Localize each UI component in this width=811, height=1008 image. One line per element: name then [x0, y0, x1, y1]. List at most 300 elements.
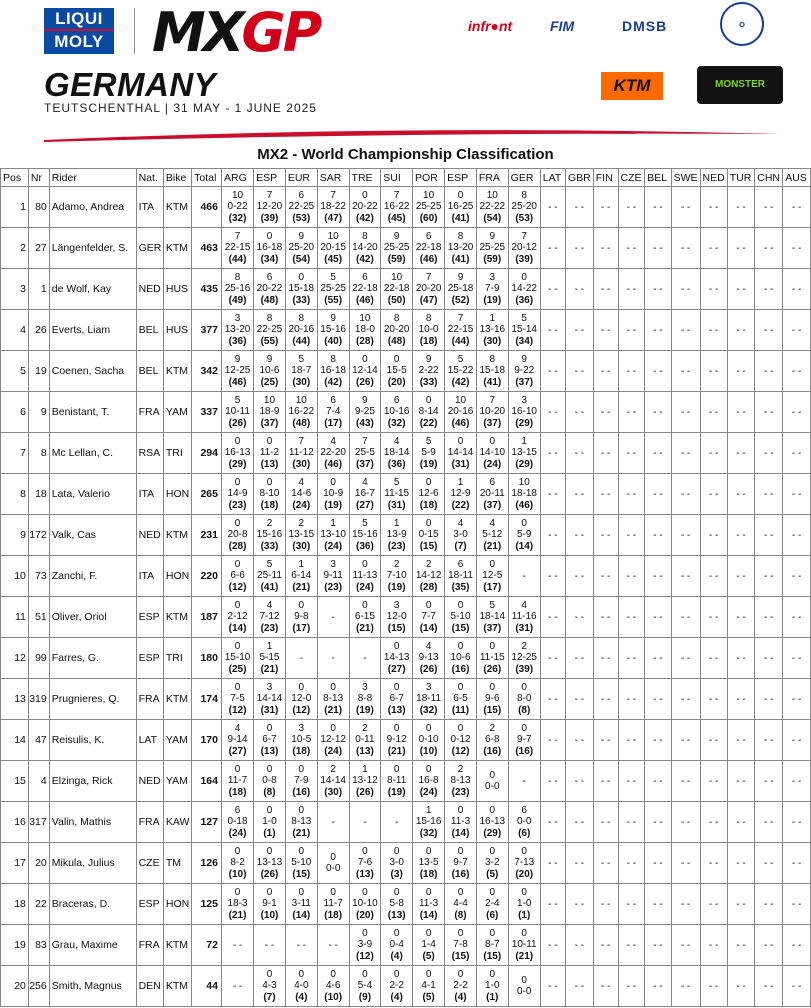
gp-total: (16): [451, 663, 470, 675]
cell-pos: 2: [1, 228, 29, 269]
cell-gp-result: [508, 351, 540, 392]
cell-gp-result: [413, 884, 445, 925]
gp-bonus: 4: [266, 599, 273, 611]
header-divider: [134, 8, 135, 54]
cell-gp-result: [254, 556, 286, 597]
gp-race-points: 22-20: [320, 447, 346, 459]
gp-race-points: 7-6: [357, 857, 373, 869]
cell-gp-result: [254, 761, 286, 802]
cell-gp-result: [381, 351, 413, 392]
gp-total: (18): [324, 909, 343, 921]
gp-bonus: 4: [234, 722, 241, 734]
gp-race-points: 18-18: [511, 488, 537, 500]
gp-total: (23): [260, 622, 279, 634]
gp-total: (7): [454, 540, 467, 552]
cell-gp-result: [445, 966, 477, 1007]
gp-race-points: 10-11: [511, 939, 537, 951]
gp-bonus: 10: [518, 476, 530, 488]
cell-gp-result: [381, 761, 413, 802]
gp-bonus: 3: [330, 558, 336, 570]
cell-future-gp: - -: [727, 966, 755, 1007]
gp-bonus: 7: [489, 394, 496, 406]
gp-race-points: 18-7: [291, 365, 312, 377]
cell-rider: Zanchi, F.: [49, 556, 136, 597]
gp-bonus: 10: [295, 394, 307, 406]
cell-total: 170: [192, 720, 222, 761]
cell-gp-result: [445, 310, 477, 351]
gp-race-points: 2-2: [389, 980, 404, 992]
gp-total: (33): [292, 294, 311, 306]
gp-race-points: 3-11: [291, 898, 311, 910]
gp-bonus: 9: [266, 353, 273, 365]
cell-future-gp: - -: [593, 802, 618, 843]
gp-race-points: 16-22: [383, 201, 410, 213]
gp-bonus: 0: [425, 968, 432, 980]
gp-bonus: 8: [489, 353, 496, 365]
gp-total: (29): [483, 827, 502, 839]
gp-race-points: 0-22: [227, 201, 248, 213]
gp-race-points: 25-20: [288, 242, 315, 254]
cell-bike: KTM: [163, 515, 191, 556]
gp-bonus: 10: [231, 189, 244, 201]
gp-bonus: 5: [234, 394, 241, 406]
gp-race-points: 12-5: [482, 570, 503, 582]
cell-future-gp: - -: [727, 228, 755, 269]
gp-bonus: 0: [234, 763, 241, 775]
gp-total: (32): [419, 704, 438, 716]
gp-bonus: 5: [266, 558, 273, 570]
gp-race-points: 11-15: [479, 652, 505, 664]
cell-nat: DEN: [136, 966, 163, 1007]
gp-race-points: 3-0: [453, 529, 468, 541]
column-header: CZE: [618, 169, 645, 187]
gp-total: (41): [451, 212, 470, 224]
gp-bonus: 0: [425, 394, 432, 406]
gp-race-points: 10-5: [291, 734, 312, 746]
cell-future-gp: - -: [566, 884, 594, 925]
cell-rider: Valin, Mathis: [49, 802, 136, 843]
cell-future-gp: - -: [671, 884, 700, 925]
cell-future-gp: - -: [566, 679, 594, 720]
cell-gp-result: [445, 433, 477, 474]
cell-bike: KAW: [163, 802, 191, 843]
cell-nat: CZE: [136, 843, 163, 884]
gp-race-points: 20-22: [352, 201, 378, 213]
cell-rider: Lata, Valerio: [49, 474, 136, 515]
cell-future-gp: - -: [645, 720, 671, 761]
gp-bonus: 10: [423, 189, 435, 201]
gp-total: (55): [260, 335, 279, 347]
gp-race-points: 8-8: [357, 693, 373, 705]
gp-bonus: 0: [393, 640, 400, 652]
cell-gp-result: [381, 720, 413, 761]
column-header: EUR: [285, 169, 317, 187]
gp-bonus: 0: [489, 845, 496, 857]
cell-future-gp: - -: [566, 638, 594, 679]
gp-total: (41): [451, 253, 470, 265]
cell-gp-result: [285, 679, 317, 720]
gp-total: (46): [419, 253, 438, 265]
gp-race-points: 14-9: [227, 488, 248, 500]
gp-bonus: 1: [489, 312, 496, 324]
gp-total: (21): [356, 622, 374, 634]
column-header: TUR: [727, 169, 755, 187]
cell-gp-result: [508, 433, 540, 474]
cell-pos: 1: [1, 187, 29, 228]
gp-total: (20): [356, 909, 374, 921]
cell-future-gp: - -: [755, 884, 783, 925]
cell-bike: YAM: [163, 392, 191, 433]
gp-total: (31): [387, 499, 406, 511]
cell-future-gp: - -: [783, 187, 811, 228]
cell-gp-result: [381, 884, 413, 925]
cell-future-gp: - -: [727, 597, 755, 638]
gp-total: (55): [324, 294, 343, 306]
gp-total: (35): [451, 581, 470, 593]
cell-future-gp: - -: [727, 884, 755, 925]
gp-total: (34): [260, 253, 279, 265]
cell-future-gp: - -: [671, 228, 700, 269]
cell-bike: YAM: [163, 761, 191, 802]
gp-total: (30): [292, 376, 311, 388]
gp-total: (44): [292, 335, 311, 347]
cell-gp-result: [349, 515, 381, 556]
gp-bonus: 2: [298, 517, 305, 529]
cell-gp-result: [349, 884, 381, 925]
cell-future-gp: - -: [755, 515, 783, 556]
cell-gp-result: [317, 474, 349, 515]
gp-total: (60): [419, 212, 438, 224]
cell-gp-result: [254, 392, 286, 433]
gp-race-points: 0-0: [325, 863, 341, 874]
cell-gp-result: [221, 761, 253, 802]
cell-rider: Mc Lellan, C.: [49, 433, 136, 474]
cell-nat: ESP: [136, 597, 163, 638]
cell-gp-result: [445, 228, 477, 269]
gp-total: (39): [515, 663, 534, 675]
table-row: [1, 556, 811, 597]
gp-race-points: 4-1: [421, 980, 436, 992]
cell-future-gp: - -: [618, 679, 645, 720]
cell-future-gp: - -: [566, 351, 594, 392]
cell-future-gp: - -: [593, 597, 618, 638]
cell-gp-result: [221, 720, 253, 761]
gp-total: (36): [356, 540, 374, 552]
gp-race-points: 9-8: [294, 611, 309, 623]
gp-total: (39): [515, 253, 534, 265]
gp-race-points: 8-7: [485, 939, 500, 951]
logo-text-bottom: MOLY: [44, 29, 114, 52]
cell-future-gp: - -: [618, 515, 645, 556]
cell-gp-result: [445, 802, 477, 843]
cell-nr: 22: [28, 884, 49, 925]
table-row: [1, 720, 811, 761]
cell-gp-result: [349, 556, 381, 597]
gp-bonus: 0: [489, 968, 496, 980]
cell-future-gp: - -: [566, 228, 594, 269]
gp-race-points: 7-9: [485, 283, 500, 295]
cell-gp-result: [476, 679, 508, 720]
gp-bonus: 0: [330, 851, 336, 863]
gp-bonus: 0: [457, 599, 464, 611]
gp-total: (43): [356, 417, 374, 429]
gp-total: (8): [518, 704, 531, 716]
cell-future-gp: - -: [700, 884, 727, 925]
cell-gp-result: [476, 597, 508, 638]
cell-future-gp: - -: [540, 966, 565, 1007]
cell-future-gp: - -: [566, 597, 594, 638]
cell-future-gp: - -: [671, 433, 700, 474]
cell-gp-result: [285, 433, 317, 474]
gp-race-points: 20-12: [511, 242, 537, 254]
cell-gp-empty: -: [317, 638, 349, 679]
cell-gp-result: [445, 884, 477, 925]
gp-bonus: 0: [521, 681, 527, 693]
gp-bonus: 4: [489, 517, 496, 529]
cell-gp-result: [381, 843, 413, 884]
gp-total: (41): [483, 376, 502, 388]
cell-future-gp: - -: [671, 556, 700, 597]
cell-future-gp: - -: [566, 802, 594, 843]
gp-race-points: 25-25: [383, 242, 410, 254]
gp-bonus: 0: [457, 435, 464, 447]
gp-total: (15): [419, 540, 438, 552]
gp-bonus: 0: [362, 353, 368, 365]
cell-nat: BEL: [136, 310, 163, 351]
cell-future-gp: - -: [671, 638, 700, 679]
cell-total: 127: [192, 802, 222, 843]
cell-nr: 18: [28, 474, 49, 515]
cell-pos: 16: [1, 802, 29, 843]
cell-gp-result: [221, 884, 253, 925]
cell-gp-empty: - -: [221, 925, 253, 966]
cell-future-gp: - -: [593, 474, 618, 515]
gp-total: (48): [292, 417, 311, 429]
gp-bonus: 0: [266, 886, 273, 898]
cell-nat: ITA: [136, 556, 163, 597]
cell-future-gp: - -: [700, 392, 727, 433]
gp-race-points: 3-9: [357, 939, 373, 951]
cell-pos: 15: [1, 761, 29, 802]
cell-future-gp: - -: [755, 187, 783, 228]
column-header: GBR: [566, 169, 594, 187]
cell-gp-result: [285, 761, 317, 802]
cell-future-gp: - -: [593, 638, 618, 679]
cell-nr: 319: [28, 679, 49, 720]
cell-bike: HON: [163, 556, 191, 597]
cell-gp-result: [476, 228, 508, 269]
gp-total: (10): [419, 745, 438, 757]
gp-total: (13): [387, 704, 406, 716]
cell-gp-result: [476, 187, 508, 228]
gp-total: (31): [451, 458, 470, 470]
cell-future-gp: - -: [593, 761, 618, 802]
gp-bonus: 0: [425, 476, 432, 488]
gp-race-points: 2-22: [418, 365, 439, 377]
gp-total: (12): [228, 704, 247, 716]
column-header: Total: [192, 169, 222, 187]
gp-race-points: 11-7: [227, 775, 248, 787]
cell-future-gp: - -: [566, 310, 594, 351]
cell-gp-result: [317, 433, 349, 474]
gp-total: (15): [292, 868, 311, 880]
cell-gp-result: [476, 269, 508, 310]
gp-total: (5): [486, 868, 499, 880]
cell-future-gp: - -: [540, 474, 565, 515]
cell-gp-result: [317, 966, 349, 1007]
cell-future-gp: - -: [645, 802, 671, 843]
gp-bonus: 0: [457, 845, 464, 857]
gp-total: (10): [260, 909, 279, 921]
gp-total: (30): [292, 540, 311, 552]
cell-future-gp: - -: [671, 802, 700, 843]
gp-total: (4): [295, 991, 308, 1003]
gp-race-points: 5-9: [516, 529, 532, 541]
cell-future-gp: - -: [645, 228, 671, 269]
cell-gp-result: [445, 679, 477, 720]
cell-gp-empty: -: [508, 556, 540, 597]
cell-future-gp: - -: [755, 638, 783, 679]
mxgp-logo-gp: GP: [241, 1, 320, 64]
cell-future-gp: - -: [755, 310, 783, 351]
cell-nat: NED: [136, 269, 163, 310]
gp-bonus: 10: [263, 394, 276, 406]
cell-pos: 14: [1, 720, 29, 761]
gp-race-points: 0-8: [262, 775, 277, 787]
column-header: BEL: [645, 169, 671, 187]
gp-total: (36): [228, 335, 247, 347]
cell-future-gp: - -: [593, 269, 618, 310]
gp-total: (14): [451, 827, 470, 839]
gp-race-points: 9-11: [323, 570, 343, 582]
cell-gp-result: [508, 310, 540, 351]
cell-future-gp: - -: [755, 392, 783, 433]
cell-gp-result: [476, 351, 508, 392]
gp-bonus: 0: [489, 435, 496, 447]
gp-bonus: 0: [362, 599, 368, 611]
cell-total: 72: [192, 925, 222, 966]
gp-race-points: 1-0: [516, 898, 532, 910]
cell-future-gp: - -: [700, 597, 727, 638]
gp-total: (26): [419, 663, 438, 675]
gp-total: (18): [419, 499, 438, 511]
column-header: Pos: [1, 169, 29, 187]
gp-race-points: 9-22: [514, 365, 535, 377]
cell-bike: HUS: [163, 269, 191, 310]
gp-bonus: 0: [457, 804, 464, 816]
cell-future-gp: - -: [593, 310, 618, 351]
gp-total: (22): [451, 499, 470, 511]
gp-race-points: 11-3: [450, 816, 471, 828]
gp-race-points: 8-13: [291, 816, 312, 828]
cell-bike: TRI: [163, 638, 191, 679]
gp-total: (42): [451, 376, 470, 388]
cell-future-gp: - -: [645, 187, 671, 228]
gp-total: (27): [387, 663, 406, 675]
gp-bonus: 0: [298, 763, 305, 775]
cell-gp-result: [254, 515, 286, 556]
cell-gp-result: [221, 228, 253, 269]
cell-rider: Everts, Liam: [49, 310, 136, 351]
gp-bonus: 3: [521, 394, 527, 406]
gp-total: (13): [356, 745, 374, 757]
gp-race-points: 10-6: [259, 365, 280, 377]
gp-race-points: 0-12: [450, 734, 471, 746]
gp-total: (21): [292, 827, 311, 839]
gp-total: (19): [387, 786, 406, 798]
gp-race-points: 22-18: [415, 242, 442, 254]
gp-bonus: 6: [425, 230, 432, 242]
cell-future-gp: - -: [645, 474, 671, 515]
cell-nr: 73: [28, 556, 49, 597]
cell-gp-result: [413, 679, 445, 720]
cell-future-gp: - -: [783, 597, 811, 638]
cell-gp-result: [445, 843, 477, 884]
cell-gp-result: [349, 761, 381, 802]
table-row: [1, 187, 811, 228]
cell-gp-result: [349, 679, 381, 720]
cell-gp-empty: -: [349, 638, 381, 679]
cell-future-gp: - -: [566, 925, 594, 966]
cell-gp-result: [221, 638, 253, 679]
gp-bonus: 0: [330, 476, 336, 488]
cell-future-gp: - -: [755, 474, 783, 515]
gp-race-points: 20-16: [447, 406, 474, 418]
gp-total: (46): [515, 499, 534, 511]
cell-nat: BEL: [136, 351, 163, 392]
cell-future-gp: - -: [700, 966, 727, 1007]
gp-bonus: 0: [425, 927, 432, 939]
cell-gp-result: [413, 228, 445, 269]
gp-race-points: 11-16: [511, 611, 537, 623]
cell-gp-result: [508, 187, 540, 228]
cell-future-gp: - -: [540, 597, 565, 638]
column-header: ARG: [221, 169, 253, 187]
cell-future-gp: - -: [700, 433, 727, 474]
cell-gp-result: [285, 515, 317, 556]
gp-bonus: 0: [266, 435, 273, 447]
cell-pos: 20: [1, 966, 29, 1007]
gp-race-points: 0-10: [418, 734, 439, 746]
cell-future-gp: - -: [755, 351, 783, 392]
gp-race-points: 25-11: [257, 570, 282, 582]
cell-future-gp: - -: [727, 433, 755, 474]
gp-bonus: 0: [330, 886, 336, 898]
cell-nat: ESP: [136, 884, 163, 925]
gp-bonus: 0: [489, 769, 496, 781]
cell-future-gp: - -: [566, 843, 594, 884]
cell-gp-empty: - -: [285, 925, 317, 966]
gp-total: (39): [260, 212, 279, 224]
gp-race-points: 9-14: [227, 734, 248, 746]
gp-race-points: 16-18: [320, 365, 346, 377]
gp-bonus: 8: [457, 230, 464, 242]
cell-total: 174: [192, 679, 222, 720]
cell-gp-result: [476, 884, 508, 925]
cell-total: 44: [192, 966, 222, 1007]
gp-total: (6): [518, 827, 531, 839]
table-row: [1, 802, 811, 843]
cell-gp-result: [285, 351, 317, 392]
cell-future-gp: - -: [671, 474, 700, 515]
gp-total: (18): [419, 335, 438, 347]
cell-future-gp: - -: [618, 310, 645, 351]
cell-gp-result: [317, 884, 349, 925]
monster-energy-logo: MONSTER: [697, 66, 783, 104]
gp-race-points: 6-8: [485, 734, 500, 746]
gp-race-points: 8-14: [418, 406, 439, 418]
cell-future-gp: - -: [700, 228, 727, 269]
